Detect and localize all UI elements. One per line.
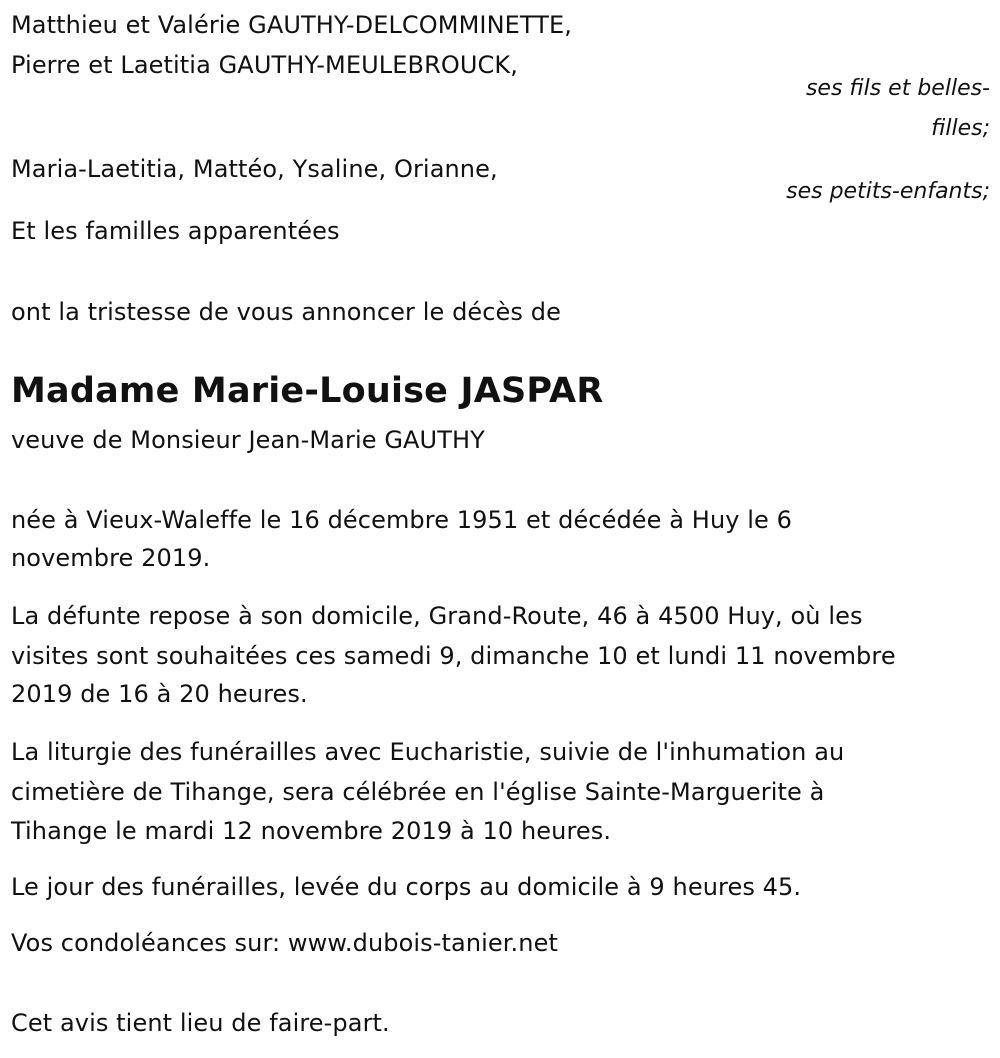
- widow-of-line: veuve de Monsieur Jean-Marie GAUTHY: [11, 426, 485, 454]
- sons-line-2: Pierre et Laetitia GAUTHY-MEULEBROUCK,: [11, 51, 518, 79]
- sons-relation-note-1: ses fils et belles-: [805, 76, 990, 101]
- rest-line-3: 2019 de 16 à 20 heures.: [11, 680, 308, 708]
- relatives-line: Et les familles apparentées: [11, 217, 340, 245]
- closing-line: Cet avis tient lieu de faire-part.: [11, 1009, 390, 1037]
- liturgy-line-1: La liturgie des funérailles avec Eucharistie, suivie de l'inhumation au: [11, 738, 845, 766]
- rest-line-1: La défunte repose à son domicile, Grand-Route, 46 à 4500 Huy, où les: [11, 602, 863, 630]
- sons-relation-note-2: filles;: [931, 116, 990, 141]
- liturgy-line-2: cimetière de Tihange, sera célébrée en l'église Sainte-Marguerite à: [11, 778, 825, 806]
- condolences-line: Vos condoléances sur: www.dubois-tanier.net: [11, 929, 558, 957]
- birth-death-line-2: novembre 2019.: [11, 544, 211, 572]
- liturgy-line-3: Tihange le mardi 12 novembre 2019 à 10 heures.: [11, 817, 612, 845]
- grandchildren-relation-note: ses petits-enfants;: [786, 179, 990, 204]
- birth-death-line-1: née à Vieux-Waleffe le 16 décembre 1951 et décédée à Huy le 6: [11, 506, 793, 534]
- sons-line-1: Matthieu et Valérie GAUTHY-DELCOMMINETTE,: [11, 11, 572, 39]
- rest-line-2: visites sont souhaitées ces samedi 9, dimanche 10 et lundi 11 novembre: [11, 642, 896, 670]
- announcement-intro: ont la tristesse de vous annoncer le décès de: [11, 298, 561, 326]
- departure-line: Le jour des funérailles, levée du corps au domicile à 9 heures 45.: [11, 873, 802, 901]
- deceased-name: Madame Marie-Louise JASPAR: [11, 371, 604, 411]
- grandchildren-line: Maria-Laetitia, Mattéo, Ysaline, Orianne,: [11, 155, 498, 183]
